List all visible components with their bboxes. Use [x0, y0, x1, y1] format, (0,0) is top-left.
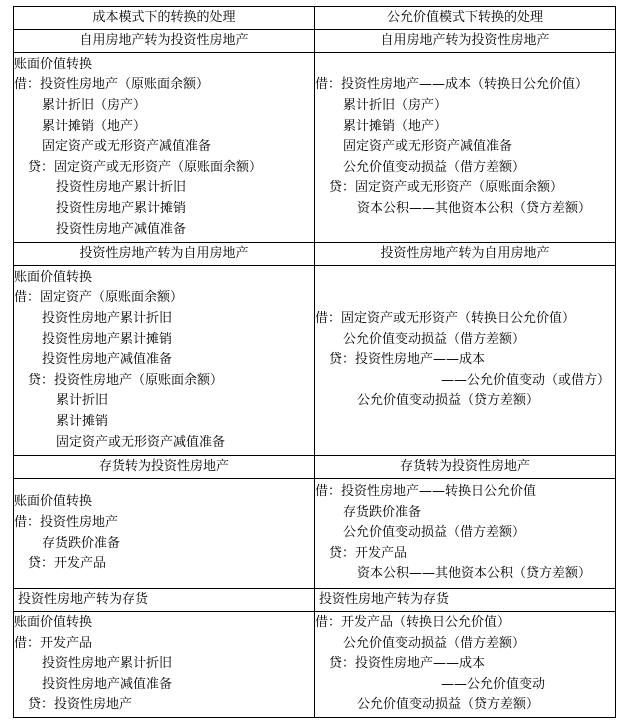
section-title-row — [14, 30, 616, 53]
conversion-table — [13, 6, 616, 718]
journal-line: 公允价值变动损益（借方差额） — [343, 635, 526, 651]
section-body-row — [14, 479, 616, 589]
journal-line: 公允价值变动损益（贷方差额） — [357, 697, 540, 713]
section-title-row — [14, 589, 616, 612]
journal-line: 资本公积——其他资本公积（贷方差额） — [357, 566, 592, 582]
journal-line: 存货跌价准备 — [42, 535, 121, 551]
journal-line: 公允价值变动损益（借方差额） — [343, 331, 526, 347]
journal-line: 借：投资性房地产 — [14, 514, 119, 530]
journal-line: 账面价值转换 — [14, 494, 93, 510]
journal-line: 账面价值转换 — [14, 56, 93, 72]
section-2-title-left: 投资性房地产转为自用房地产 — [14, 243, 315, 266]
section-body-row — [14, 266, 616, 456]
journal-line: 累计折旧（房产） — [343, 98, 448, 114]
journal-line: 贷：固定资产或无形资产（原账面余额） — [28, 159, 263, 175]
header-fair-value-model: 公允价值模式下转换的处理 — [315, 7, 616, 30]
header-cost-model: 成本模式下的转换的处理 — [14, 7, 315, 30]
journal-line: 贷：投资性房地产（原账面余额） — [28, 372, 224, 388]
journal-line: 贷：投资性房地产 — [28, 697, 133, 713]
journal-line: 投资性房地产累计摊销 — [56, 200, 187, 216]
section-4-left-entries — [14, 612, 315, 718]
section-1-title-right: 自用房地产转为投资性房地产 — [315, 30, 616, 53]
journal-line: 投资性房地产累计折旧 — [56, 180, 187, 196]
section-1-right-entries — [315, 53, 616, 243]
journal-line: 贷：投资性房地产——成本 — [329, 352, 486, 368]
journal-line: 投资性房地产减值准备 — [42, 676, 173, 692]
journal-line: 借：投资性房地产——转换日公允价值 — [315, 484, 537, 500]
journal-line: 投资性房地产累计折旧 — [42, 311, 173, 327]
journal-line: 公允价值变动损益（借方差额） — [343, 159, 526, 175]
section-2-title-right: 投资性房地产转为自用房地产 — [315, 243, 616, 266]
section-1-left-entries — [14, 53, 315, 243]
section-body-row — [14, 612, 616, 718]
section-title-row — [14, 456, 616, 479]
journal-line: 账面价值转换 — [14, 615, 93, 631]
section-2-right-entries — [315, 266, 616, 456]
section-body-row — [14, 53, 616, 243]
section-title-row — [14, 243, 616, 266]
journal-line: ——公允价值变动 — [441, 676, 546, 692]
section-3-title-left: 存货转为投资性房地产 — [14, 456, 315, 479]
journal-line: 贷：开发产品 — [329, 545, 408, 561]
section-3-left-entries — [14, 479, 315, 589]
section-1-title-left: 自用房地产转为投资性房地产 — [14, 30, 315, 53]
journal-line: 贷：投资性房地产——成本 — [329, 656, 486, 672]
journal-line: 资本公积——其他资本公积（贷方差额） — [357, 200, 592, 216]
journal-line: 固定资产或无形资产减值准备 — [56, 434, 226, 450]
journal-line: 累计摊销（地产） — [42, 118, 147, 134]
section-4-title-left: 投资性房地产转为存货 — [14, 589, 315, 612]
journal-line: 借：开发产品 — [14, 635, 93, 651]
journal-line: 借：投资性房地产——成本（转换日公允价值） — [315, 77, 589, 93]
journal-line: 借：固定资产或无形资产（转换日公允价值） — [315, 311, 576, 327]
header-row — [14, 7, 616, 30]
journal-line: 累计摊销 — [56, 413, 109, 429]
journal-line: 投资性房地产累计摊销 — [42, 331, 173, 347]
section-3-title-right: 存货转为投资性房地产 — [315, 456, 616, 479]
journal-line: 投资性房地产减值准备 — [42, 352, 173, 368]
journal-line: 累计折旧（房产） — [42, 98, 147, 114]
section-2-left-entries — [14, 266, 315, 456]
journal-line: 投资性房地产减值准备 — [56, 221, 187, 237]
journal-line: 累计折旧 — [56, 393, 109, 409]
section-3-right-entries — [315, 479, 616, 589]
journal-line: 借：开发产品（转换日公允价值） — [315, 615, 511, 631]
journal-line: 投资性房地产累计折旧 — [42, 656, 173, 672]
journal-line: ——公允价值变动（或借方） — [441, 372, 611, 388]
section-4-title-right: 投资性房地产转为存货 — [315, 589, 616, 612]
journal-line: 存货跌价准备 — [343, 504, 422, 520]
journal-line: 借：固定资产（原账面余额） — [14, 290, 184, 306]
journal-line: 固定资产或无形资产减值准备 — [42, 139, 212, 155]
journal-line: 固定资产或无形资产减值准备 — [343, 139, 513, 155]
journal-line: 贷：固定资产或无形资产（原账面余额） — [329, 180, 564, 196]
journal-line: 贷：开发产品 — [28, 556, 107, 572]
section-4-right-entries — [315, 612, 616, 718]
journal-line: 借：投资性房地产（原账面余额） — [14, 77, 210, 93]
journal-line: 账面价值转换 — [14, 269, 93, 285]
journal-line: 累计摊销（地产） — [343, 118, 448, 134]
journal-line: 公允价值变动损益（借方差额） — [343, 525, 526, 541]
journal-line: 公允价值变动损益（贷方差额） — [357, 393, 540, 409]
